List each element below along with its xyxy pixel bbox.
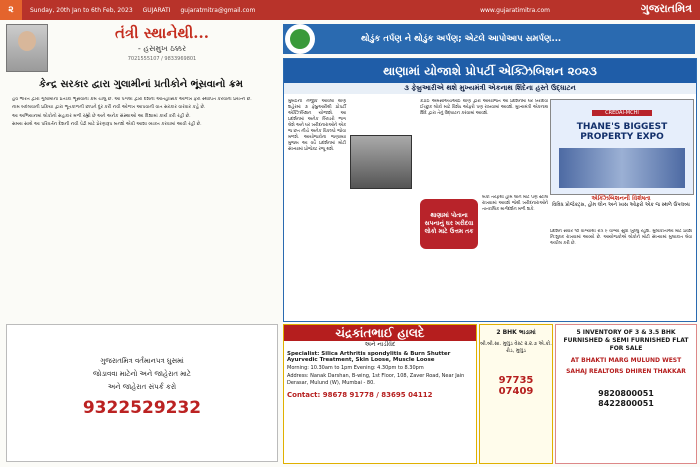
expo-caption (550, 195, 692, 227)
right-section (283, 24, 695, 462)
expo-caption-title: એક્ઝિબિશનની વિશેષતા (591, 195, 651, 202)
header-meta (30, 7, 255, 14)
column-title-block (48, 24, 276, 62)
slogan-banner (283, 24, 695, 54)
flat-agent: SAHAJ REALTORS DHIREN THAKKAR (566, 368, 686, 375)
paragraph: નામ બદલવાની પ્રક્રિયા દ્વારા ભૂતકાળની છાપને દૂર કરી નવી ઓળખ આપવાની વાત સરકાર વારંવાર કહે છે. (12, 105, 206, 111)
rental-phone: 97735 07409 (498, 375, 534, 397)
expo-title: THANE'S BIGGEST PROPERTY EXPO (576, 122, 668, 142)
subscription-ad (6, 324, 278, 462)
website: www.gujaratimitra.com (480, 6, 550, 14)
paragraph: હવે ભારત દ્વારા ગુલામીનાં પ્રતીકો ભૂંસવાનો ક્રમ ચાલુ છે. આ પગલાં દ્વારા દેશની ઐતિહાસિક ઓળખ ફરી સ્થાપિત કરવાનો પ્રયત્ન છે. (12, 97, 252, 102)
news-subhead: ૩ ફેબ્રુઆરીએ થશે મુખ્યમંત્રી એકનાથ શિંદેના હસ્તે ઉદ્ઘાટન (284, 83, 696, 94)
author-phones: 7021555107 / 9833969801 (127, 56, 197, 62)
news-article (283, 58, 697, 322)
rental-title: 2 BHK ભાડામાં (496, 329, 536, 336)
doctor-contact: Contact: 98678 91778 / 83695 04112 (287, 391, 433, 399)
editorial-body (6, 97, 276, 325)
ad-line: જોડાવવા માટેનો અને જાહેરાત માટે (93, 370, 191, 378)
edition: GUJARATI (142, 6, 171, 14)
doctor-timing: Morning: 10.30am to 1pm Evening: 4.30pm to 8.30pm (287, 365, 424, 371)
paragraph: સમય સાથે આ પરિવર્તન દેશની નવી પેઢી માટે પ્રેરણારૂપ બનશે એવી આશા વ્યક્ત કરવામાં આવી રહી છે. (12, 121, 202, 127)
email: gujaratmitra@gmail.com (180, 6, 256, 14)
brand-title: ગુજરાતમિત્ર (640, 2, 692, 15)
news-headline: થાણામાં યોજાશે પ્રોપર્ટી એક્ઝિબિશન ૨૦૨૩ (284, 59, 696, 83)
ad-phone: 9322529232 (82, 398, 202, 418)
author-name: - હસમુખ ઠક્કર (137, 44, 187, 53)
minister-photo (350, 135, 412, 189)
tree-logo-icon (285, 24, 315, 54)
expo-banner (550, 99, 694, 195)
news-column-3: પ્રદર્શન સવારે ૧૦ વાગ્યાથી રાત્રે ૯ વાગ્યા સુધી ખુલ્લું રહેશે. મુલાકાતીઓ માટે પ્રવેશ નિઃશુલ્ક રાખવામાં આવ્યો છે. આયોજકોએ લોકોને મોટી સંખ્યામાં મુલાકાત લેવા અપીલ કરી છે. (550, 229, 692, 246)
rental-ad (479, 324, 553, 464)
doctor-specialist: Specialist: Silica Arthritis spondylitis & Burn Shutter Ayurvedic Treatment, Skin Loose, Muscle Loose (287, 351, 451, 363)
column-title: તંત્રી સ્થાનેથી... (115, 24, 209, 42)
flat-title: 5 INVENTORY OF 3 & 3.5 BHK FURNISHED & SEMI FURNISHED FLAT FOR SALE (563, 329, 689, 352)
flat-phone-2: 8422800051 (598, 399, 654, 408)
paragraph: આ અભિયાનમાં લોકોનો સહકાર મળી રહ્યો છે અને અનેક સંસ્થાઓ આ દિશામાં કાર્ય કરી રહી છે. (12, 113, 191, 119)
flat-location: AT BHAKTI MARG MULUND WEST (570, 357, 682, 364)
doctor-address: Address: Nanak Darshan, B-wing, 1st Floor, 108, Zaver Road, Near Jain Derasar, Mulund (W), Mumbai - 80. (287, 373, 465, 386)
editorial-column (6, 24, 276, 462)
news-column-1 (288, 99, 416, 317)
news-col2-text: બેંકો તરફથી હોમ લોન માટે પણ સ્ટોલ રાખવામાં આવશે જેથી ખરીદનારાઓને તાત્કાલિક માર્ગદર્શન મળી શકે. (482, 195, 548, 212)
column-header (6, 24, 276, 72)
expo-photo (559, 148, 685, 188)
news-column-2-top: ક્રેડાઈ એમસીએચઆઈ થાણે દ્વારા આયોજિત આ પ્રદર્શનમાં ઘર ખરીદવા ઈચ્છુક લોકો માટે વિશેષ ઓફરો પણ રાખવામાં આવશે. મુખ્યમંત્રી એકનાથ શિંદે દ્વારા તેનું ઉદ્ઘાટન કરવામાં આવશે. (420, 99, 548, 116)
doctor-sub: અને નાડીવૈદ (364, 341, 396, 348)
page-number: ૨ (0, 0, 22, 20)
pull-quote: થાણામાં પોતાના સપનાનું ઘર ખરીદવા લોકો માટે ઉત્તમ તક (420, 199, 478, 249)
flat-sale-ad (555, 324, 697, 464)
classified-ads (283, 324, 695, 462)
doctor-name: ચંદ્રકાંતભાઈ હાલદે (284, 325, 476, 341)
news-columns (288, 99, 692, 317)
ad-line: અને જાહેરાત સંપર્ક કરો (107, 383, 177, 391)
doctor-ad (283, 324, 477, 464)
expo-caption-text: વિવિધ પ્રોજેક્ટ્સ, હોમ લોન અને ખાસ ઓફરો એક જ સ્થળે ઉપલબ્ધ (552, 202, 690, 208)
slogan-text: થોડુંક તર્પણ ને થોડુંક અર્પણ; એટલે આપોઆપ સમર્પણ... (361, 34, 562, 44)
minister-photo-block (350, 135, 416, 225)
editorial-headline: કેન્દ્ર સરકાર દ્વારા ગુલામીનાં પ્રતીકોને ભૂંસવાનો ક્રમ (39, 79, 243, 90)
expo-tag: CREDAI-MCHI (592, 110, 652, 116)
ad-line: ગુજરાતમિત્ર વર્તમાનપત્ર ઘુસમાં (100, 357, 184, 365)
header-bar (0, 0, 700, 20)
issue-date: Sunday, 20th Jan to 6th Feb, 2023 (30, 6, 133, 14)
news-col1-text: મુંબઈની નજીક આવેલા થાણે શહેરમાં ૩ ફેબ્રુઆરીથી પ્રોપર્ટી એક્ઝિબિશન યોજાશે. આ પ્રદર્શનમાં અનેક બિલ્ડરો ભાગ લેશે અને ઘર ખરીદનારાઓને એક જ છત નીચે અનેક વિકલ્પો જોવા મળશે. આયોજકોના જણાવ્યા મુજબ આ વર્ષે પ્રદર્શનમાં મોટી સંખ્યામાં પ્રોજેક્ટ રજૂ થશે. (288, 99, 346, 152)
flat-phone-1: 9820800051 (598, 389, 654, 398)
author-photo (6, 24, 48, 72)
rental-body: બી.બી.સા. મુલુંડ વેસ્ટ ૨.૨.૭ એ.કો. રોડ, મુલુંડ (480, 341, 552, 354)
